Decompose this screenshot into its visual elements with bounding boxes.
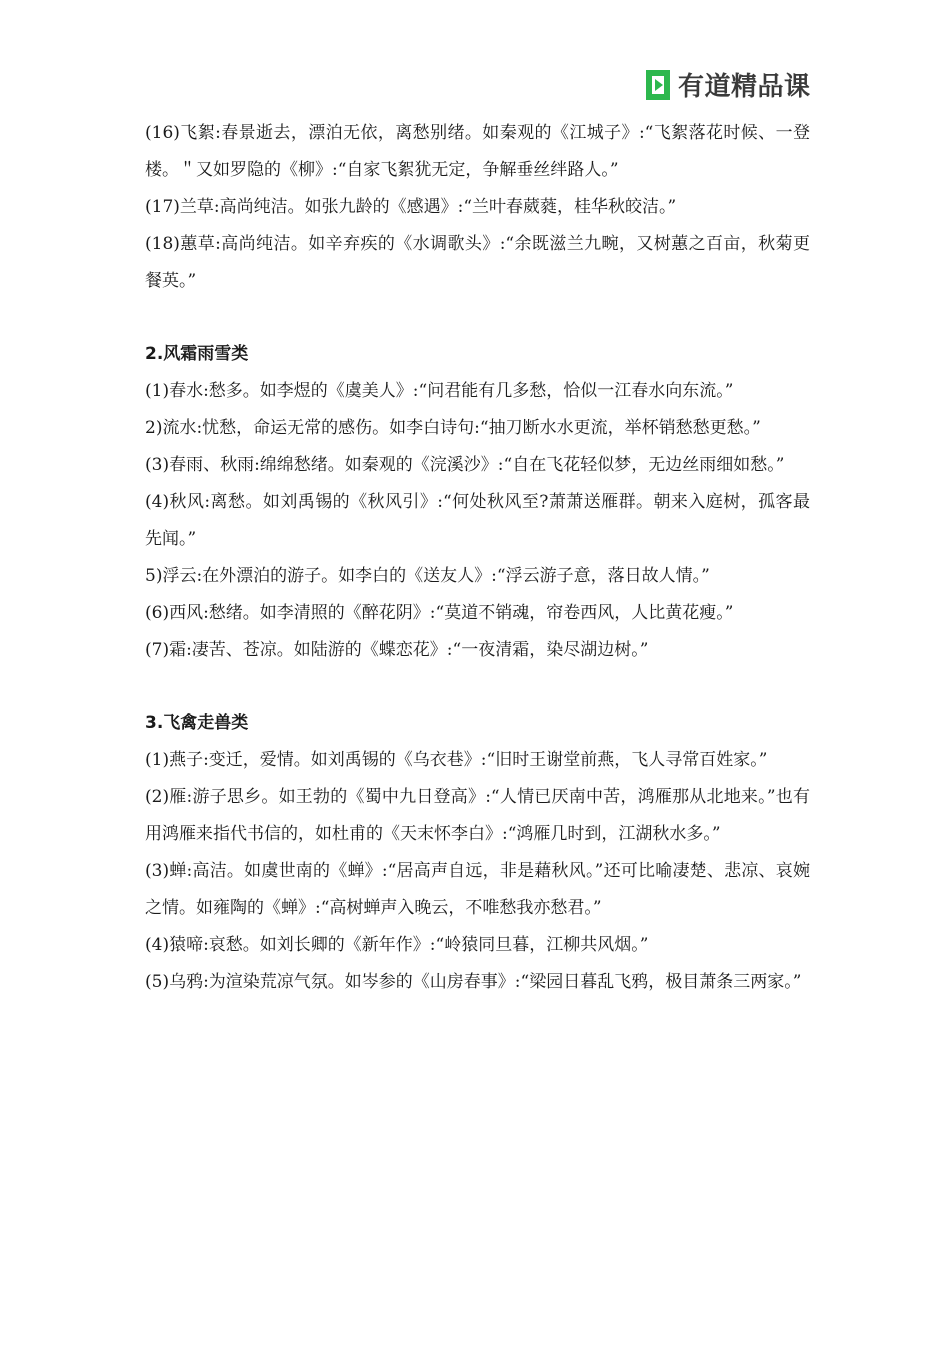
play-icon (646, 70, 670, 100)
brand-logo (646, 66, 811, 103)
list-item: (17)兰草:高尚纯洁。如张九龄的《感遇》:“兰叶春葳蕤，桂华秋皎洁。” (145, 197, 677, 217)
list-item: (4)猿啼:哀愁。如刘长卿的《新年作》:“岭猿同旦暮，江柳共风烟。” (145, 935, 649, 955)
list-item: (18)蕙草:高尚纯洁。如辛弃疾的《水调歌头》:“余既滋兰九畹，又树蕙之百亩，秋菊更餐英。” (145, 234, 810, 291)
list-item: 2)流水:忧愁，命运无常的感伤。如李白诗句:“抽刀断水水更流，举杯销愁愁更愁。” (145, 418, 761, 438)
document-body (145, 115, 810, 1001)
list-item: (2)雁:游子思乡。如王勃的《蜀中九日登高》:“人情已厌南中苦，鸿雁那从北地来。”也有用鸿雁来指代书信的，如杜甫的《天末怀李白》:“鸿雁几时到，江湖秋水多。” (145, 787, 810, 844)
list-item: (1)春水:愁多。如李煜的《虞美人》:“问君能有几多愁，恰似一江春水向东流。” (145, 381, 734, 401)
list-item: (3)蝉:高洁。如虞世南的《蝉》:“居高声自远，非是藉秋风。”还可比喻凄楚、悲凉、哀婉之情。如雍陶的《蝉》:“高树蝉声入晚云，不唯愁我亦愁君。” (145, 861, 810, 918)
list-item: (6)西风:愁绪。如李清照的《醉花阴》:“莫道不销魂，帘卷西风，人比黄花瘦。” (145, 603, 734, 623)
list-item: (3)春雨、秋雨:绵绵愁绪。如秦观的《浣溪沙》:“自在飞花轻似梦，无边丝雨细如愁。” (145, 455, 785, 475)
logo-text: 有道精品课 (678, 72, 811, 102)
list-item: (5)乌鸦:为渲染荒凉气氛。如岑参的《山房春事》:“梁园日暮乱飞鸦，极目萧条三两家。” (145, 972, 802, 992)
list-item: (4)秋风:离愁。如刘禹锡的《秋风引》:“何处秋风至?萧萧送雁群。朝来入庭树，孤客最先闻。” (145, 492, 810, 549)
list-item: (7)霜:凄苦、苍凉。如陆游的《蝶恋花》:“一夜清霜，染尽湖边树。” (145, 640, 649, 660)
section-heading: 2.风霜雨雪类 (145, 344, 249, 364)
section-heading: 3.飞禽走兽类 (145, 713, 249, 733)
list-item: (16)飞絮:春景逝去，漂泊无依，离愁别绪。如秦观的《江城子》:“飞絮落花时候、一登楼。＂又如罗隐的《柳》:“自家飞絮犹无定，争解垂丝绊路人。” (145, 123, 810, 180)
list-item: 5)浮云:在外漂泊的游子。如李白的《送友人》:“浮云游子意，落日故人情。” (145, 566, 710, 586)
list-item: (1)燕子:变迁，爱情。如刘禹锡的《乌衣巷》:“旧时王谢堂前燕，飞人寻常百姓家。” (145, 750, 768, 770)
